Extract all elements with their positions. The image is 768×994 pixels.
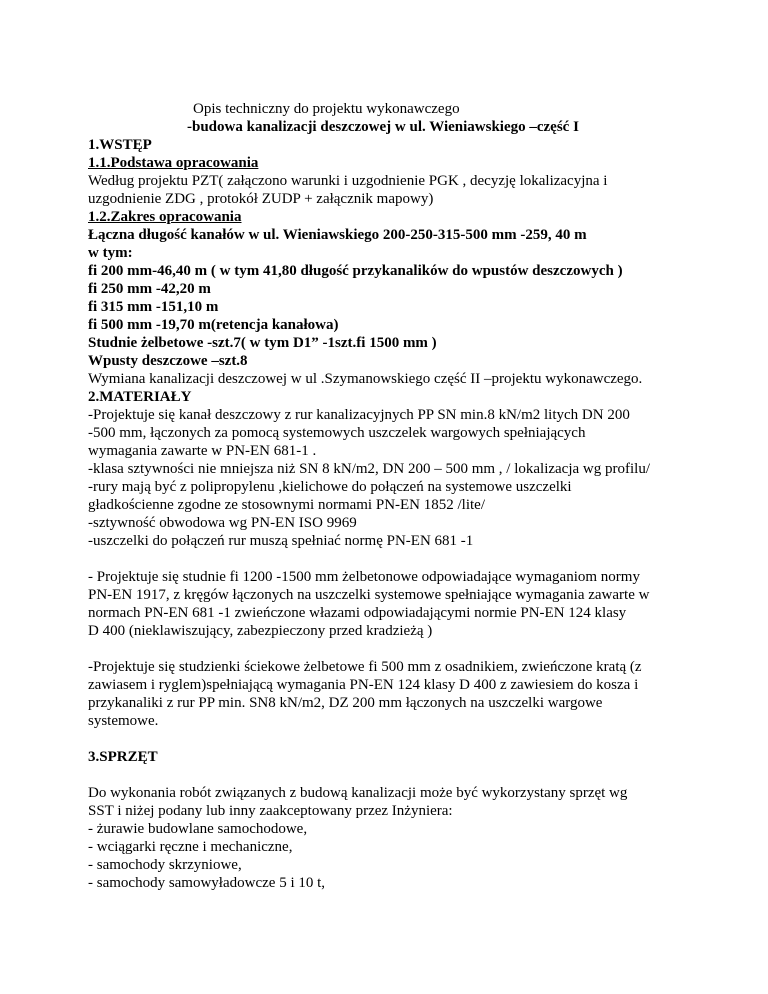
paragraph-line: - Projektuje się studnie fi 1200 -1500 mm żelbetonowe odpowiadające wymaganiom normy	[88, 569, 640, 585]
paragraph-line: -klasa sztywności nie mniejsza niż SN 8 kN/m2, DN 200 – 500 mm , / lokalizacja wg profilu/	[88, 461, 650, 477]
paragraph-line: fi 500 mm -19,70 m(retencja kanałowa)	[88, 317, 339, 333]
paragraph-line: -sztywność obwodowa wg PN-EN ISO 9969	[88, 515, 357, 531]
paragraph-line: Według projektu PZT( załączono warunki i uzgodnienie PGK , decyzję lokalizacyjna i	[88, 173, 608, 189]
section-3-heading: 3.SPRZĘT	[88, 749, 158, 765]
paragraph-line: -uszczelki do połączeń rur muszą spełniać normę PN-EN 681 -1	[88, 533, 474, 549]
paragraph-line: przykanaliki z rur PP min. SN8 kN/m2, DZ 200 mm łączonych na uszczelki wargowe	[88, 695, 603, 711]
paragraph-line: zawiasem i ryglem)spełniającą wymagania PN-EN 124 klasy D 400 z zawiesiem do kosza i	[88, 677, 639, 693]
paragraph-line: -Projektuje się kanał deszczowy z rur kanalizacyjnych PP SN min.8 kN/m2 litych DN 200	[88, 407, 630, 423]
section-1-heading: 1.WSTĘP	[88, 137, 152, 153]
paragraph-line: -rury mają być z polipropylenu ,kielichowe do połączeń na systemowe uszczelki	[88, 479, 572, 495]
paragraph-line: -Projektuje się studzienki ściekowe żelbetowe fi 500 mm z osadnikiem, zwieńczone kratą (z	[88, 659, 642, 675]
doc-title: Opis techniczny do projektu wykonawczego	[193, 101, 460, 117]
paragraph-line: gładkościenne zgodne ze stosownymi normami PN-EN 1852 /lite/	[88, 497, 486, 513]
list-item: - żurawie budowlane samochodowe,	[88, 821, 308, 837]
paragraph-line: Studnie żelbetowe -szt.7( w tym D1” -1szt.fi 1500 mm )	[88, 335, 437, 351]
section-2-heading: 2.MATERIAŁY	[88, 389, 192, 405]
document-page	[88, 100, 688, 892]
paragraph-line: D 400 (nieklawiszujący, zabezpieczony przed kradzieżą )	[88, 623, 433, 639]
paragraph-line: SST i niżej podany lub inny zaakceptowany przez Inżyniera:	[88, 803, 453, 819]
doc-subtitle: -budowa kanalizacji deszczowej w ul. Wieniawskiego –część I	[187, 119, 579, 135]
paragraph-line: Do wykonania robót związanych z budową kanalizacji może być wykorzystany sprzęt wg	[88, 785, 628, 801]
paragraph-line: Łączna długość kanałów w ul. Wieniawskiego 200-250-315-500 mm -259, 40 m	[88, 227, 587, 243]
section-1-1-heading: 1.1.Podstawa opracowania	[88, 155, 259, 171]
paragraph-line: Wymiana kanalizacji deszczowej w ul .Szymanowskiego część II –projektu wykonawczego.	[88, 371, 643, 387]
paragraph-line: normach PN-EN 681 -1 zwieńczone włazami odpowiadającymi normie PN-EN 124 klasy	[88, 605, 627, 621]
paragraph-line: PN-EN 1917, z kręgów łączonych na uszczelki systemowe spełniające wymagania zawarte w	[88, 587, 650, 603]
spacer	[88, 766, 688, 784]
section-1-2-heading: 1.2.Zakres opracowania	[88, 209, 242, 225]
paragraph-line: w tym:	[88, 245, 133, 261]
spacer	[88, 640, 688, 658]
list-item: - samochody samowyładowcze 5 i 10 t,	[88, 875, 326, 891]
paragraph-line: fi 200 mm-46,40 m ( w tym 41,80 długość przykanalików do wpustów deszczowych )	[88, 263, 623, 279]
paragraph-line: -500 mm, łączonych za pomocą systemowych uszczelek wargowych spełniających	[88, 425, 586, 441]
spacer	[88, 550, 688, 568]
list-item: - wciągarki ręczne i mechaniczne,	[88, 839, 293, 855]
paragraph-line: Wpusty deszczowe –szt.8	[88, 353, 248, 369]
paragraph-line: wymagania zawarte w PN-EN 681-1 .	[88, 443, 317, 459]
list-item: - samochody skrzyniowe,	[88, 857, 242, 873]
paragraph-line: systemowe.	[88, 713, 159, 729]
paragraph-line: fi 250 mm -42,20 m	[88, 281, 211, 297]
paragraph-line: uzgodnienie ZDG , protokół ZUDP + załącznik mapowy)	[88, 191, 434, 207]
paragraph-line: fi 315 mm -151,10 m	[88, 299, 219, 315]
spacer	[88, 730, 688, 748]
